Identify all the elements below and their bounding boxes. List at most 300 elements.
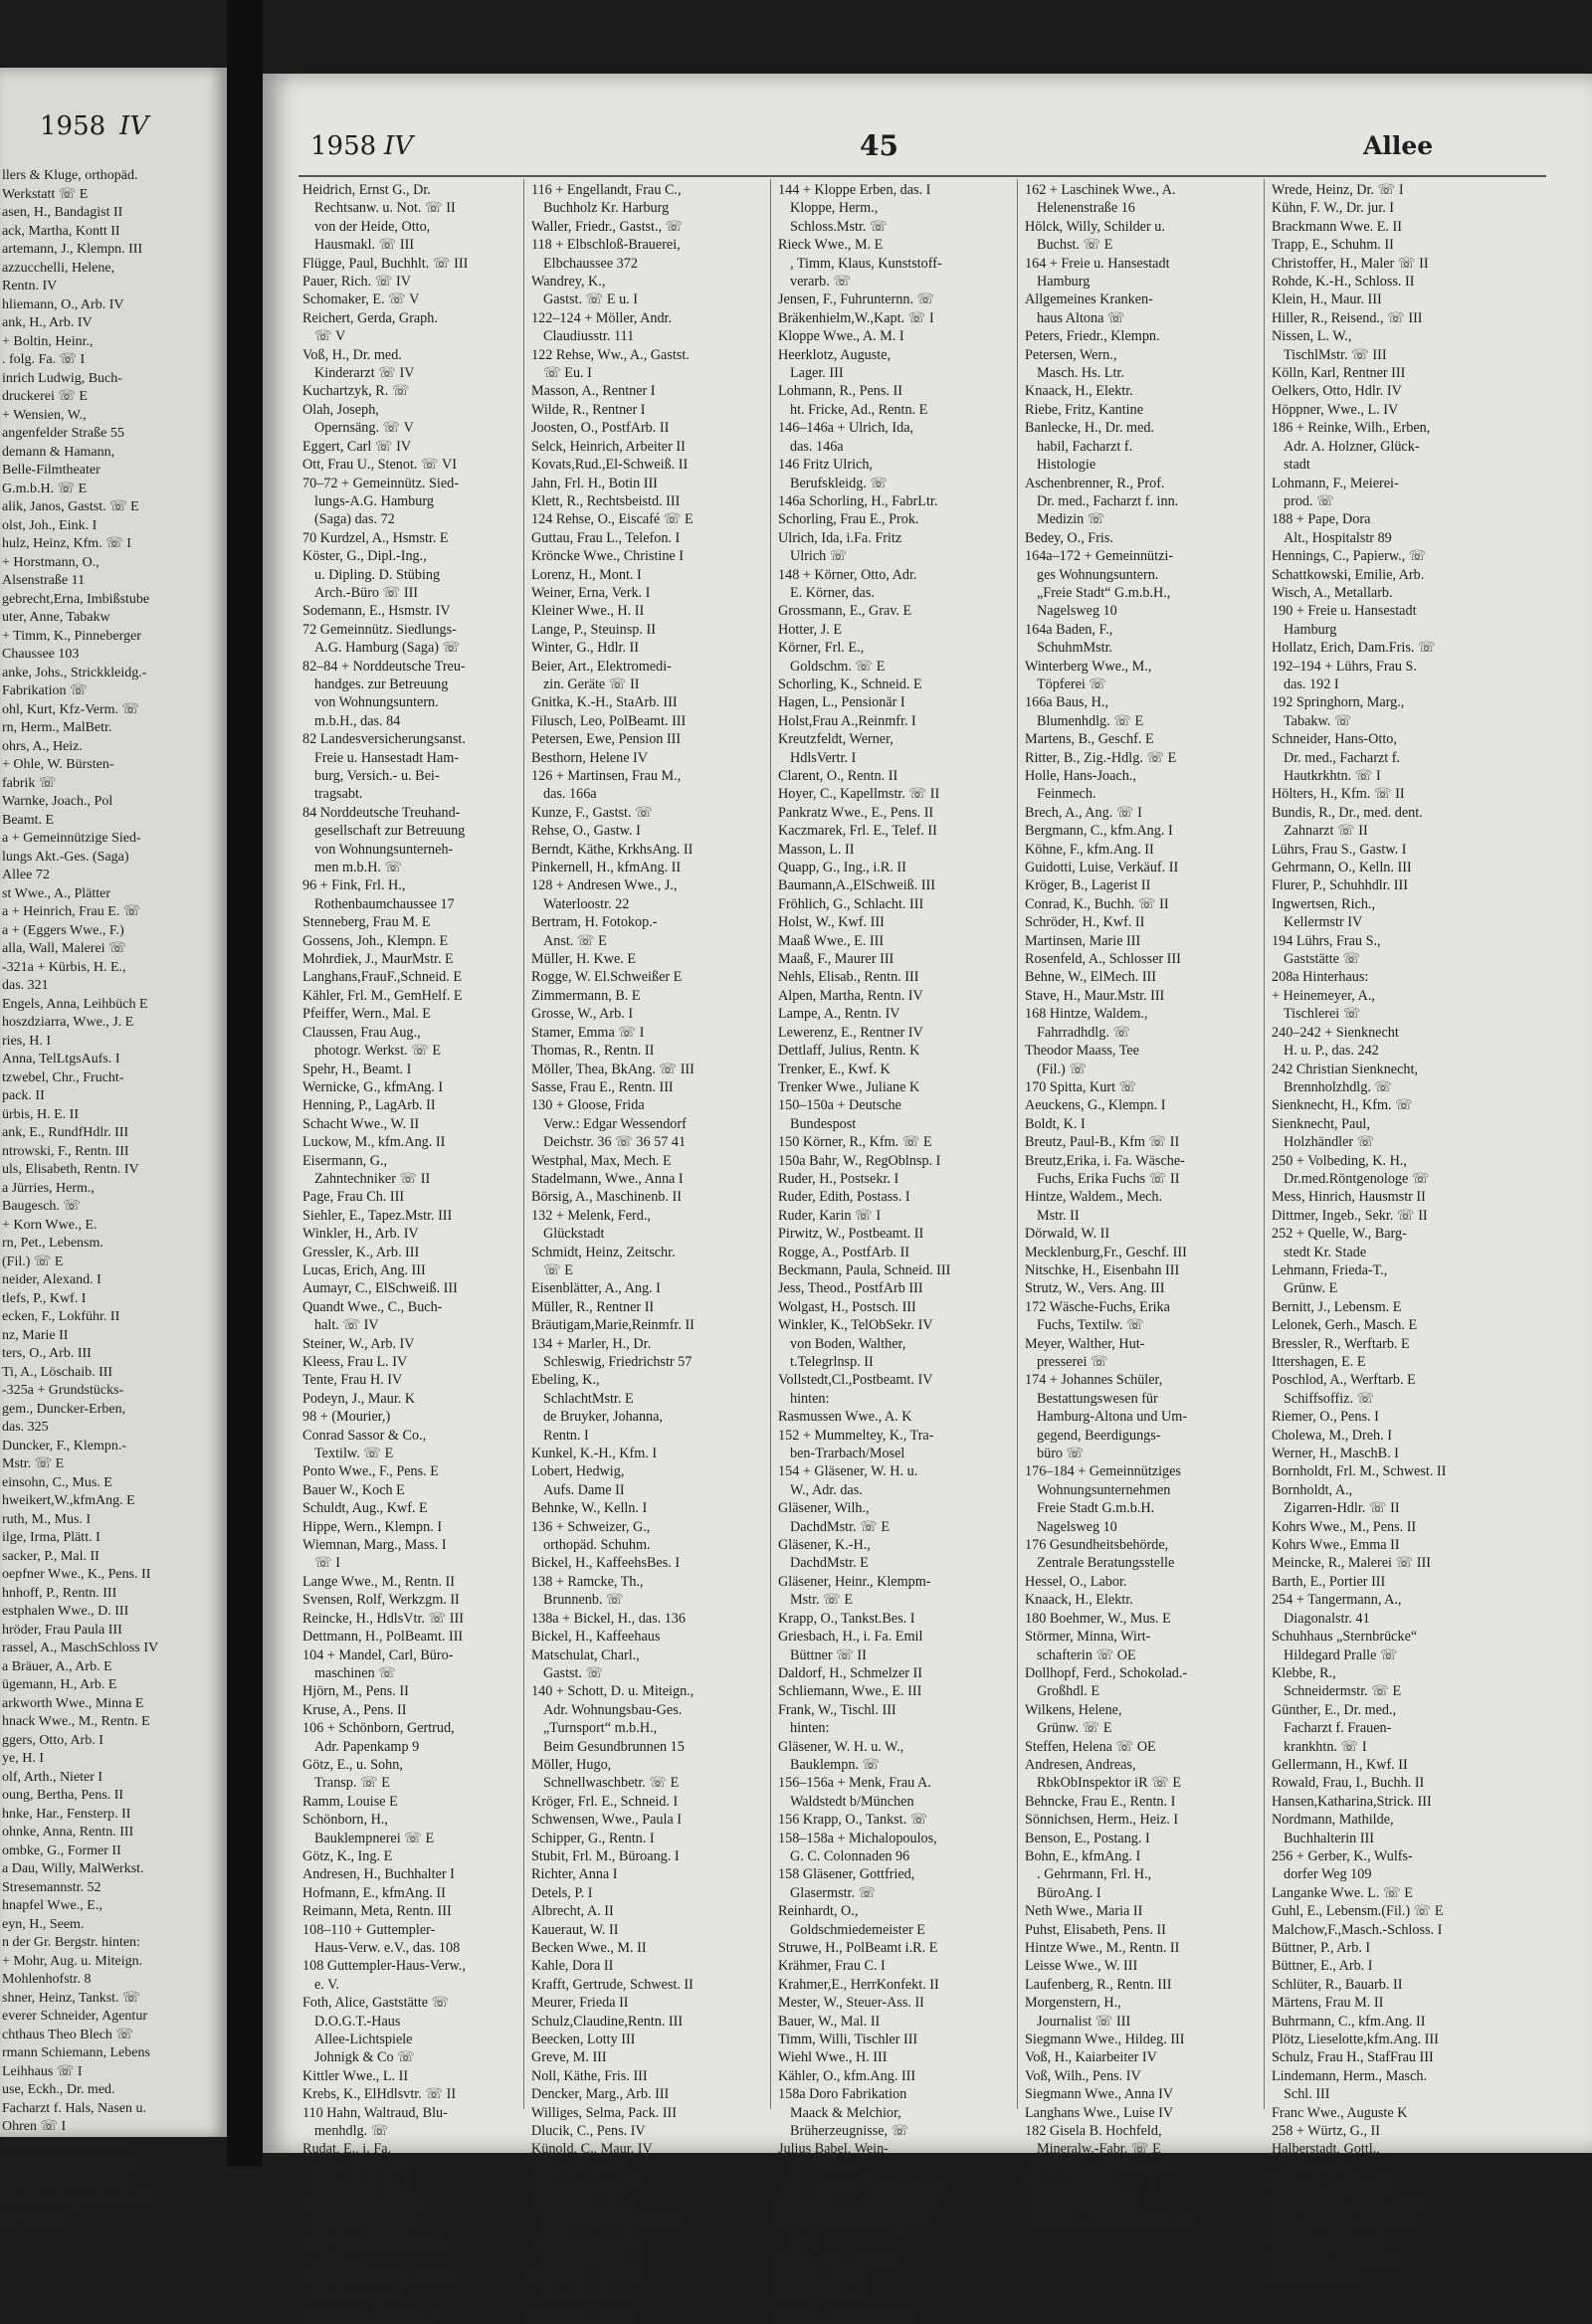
directory-entry: Bornholdt, A., <box>1272 1481 1353 1498</box>
directory-entry: Brunnenb. ☏ <box>543 1592 624 1609</box>
directory-entry: st Wwe., A., Plätter <box>2 885 111 901</box>
directory-entry: tlefs, P., Kwf. I <box>2 1290 87 1306</box>
directory-entry: Allgemeines Kranken- <box>1025 291 1153 308</box>
directory-entry: menhdlg. ☏ <box>314 2123 389 2140</box>
directory-entry: Weber, F., Schloss. E <box>1272 2178 1391 2195</box>
directory-entry: Fuchs, Erika Fuchs ☏ II <box>1037 1170 1180 1187</box>
directory-entry: gesellschaft zur Betreuung <box>314 823 466 840</box>
directory-entry: Puhst, Elisabeth, Pens. II <box>1025 1921 1166 1938</box>
directory-entry: Guidotti, Luise, Verkäuf. II <box>1025 860 1179 876</box>
directory-entry: Pinkernell, H., kfmAng. II <box>531 860 682 876</box>
directory-entry: Greve, M. III <box>531 2049 607 2066</box>
directory-entry: 98 + (Mourier,) <box>302 1409 391 1426</box>
directory-entry: W., Adr. das. <box>790 1481 863 1498</box>
directory-entry: a + Heinrich, Frau E. ☏ <box>2 904 141 919</box>
directory-entry: Rentn. I <box>543 1427 589 1444</box>
directory-entry: Wisch, A., Metallarb. <box>1272 584 1393 601</box>
directory-entry: Lager. III <box>790 365 844 382</box>
directory-entry: Rohde, K.-H., Schloss. II <box>1272 274 1415 290</box>
directory-entry: Brackmann Wwe. E. II <box>1272 218 1402 235</box>
directory-entry: 96 + Fink, Frl. H., <box>302 877 406 894</box>
directory-entry: Schmadalla, Lotte, Dr. jur., <box>302 2269 456 2286</box>
directory-entry: Conrad, K., Buchh. ☏ II <box>1025 895 1169 912</box>
directory-entry: habil, Facharzt f. <box>1037 438 1133 455</box>
directory-entry: Neth Wwe., Maria II <box>1025 1903 1143 1920</box>
directory-entry: 158 Gläsener, Gottfried, <box>778 1866 915 1883</box>
directory-entry: Aumayr, C., ElSchweiß. III <box>302 1280 458 1297</box>
directory-entry: Matschulat, Charl., <box>531 1646 640 1663</box>
directory-entry: + Korn Wwe., E. <box>2 1217 98 1233</box>
directory-entry: Griesbach, H., i. Fa. Emil <box>778 1629 923 1646</box>
directory-entry: Johnigk & Co ☏ <box>314 2049 415 2066</box>
directory-entry: ☏ E <box>790 2232 820 2249</box>
directory-entry: Sönnichsen, Herm., Heiz. I <box>1025 1812 1179 1829</box>
directory-entry: Wilde, R., Rentner I <box>531 401 646 418</box>
directory-entry: DachdMstr. ☏ E <box>790 1518 891 1535</box>
directory-entry: Lelonek, Gerh., Masch. E <box>1272 1317 1418 1334</box>
directory-entry: Köhne, F., kfm.Ang. II <box>1025 841 1154 858</box>
directory-entry: Götz, E., u. Sohn, <box>302 1756 403 1773</box>
directory-entry: hröder, Frau Paula III <box>2 1622 122 1638</box>
directory-entry: Westphal, Max, Mech. E <box>531 1152 672 1169</box>
directory-entry: Diagonalstr. 41 <box>1284 1610 1370 1627</box>
directory-entry: Müller, Elisab., Rentn. II <box>1272 2215 1413 2231</box>
directory-entry: Henning, P., LagArb. II <box>302 1097 436 1114</box>
directory-entry: Maaß, F., Maurer III <box>778 951 895 968</box>
directory-entry: Geschäftsstelle Altona <box>2 2174 127 2190</box>
page-year: 1958 <box>310 131 377 161</box>
directory-entry: Kölln, Karl, Rentner III <box>1272 365 1406 382</box>
directory-entry: stedt Kr. Stade <box>1284 1244 1367 1260</box>
directory-entry: Tischlerei ☏ <box>1284 1006 1361 1023</box>
directory-entry: 104 + Mandel, Carl, Büro- <box>302 1646 454 1663</box>
directory-entry: + Boltin, Heinr., <box>2 333 94 349</box>
directory-entry: + Timm, K., Pinneberger <box>2 628 141 644</box>
directory-entry: Voß, H., Dr. med. <box>302 346 402 363</box>
directory-entry: men m.b.H. ☏ <box>314 860 403 876</box>
directory-entry: ohrs, A., Heiz. <box>2 738 83 754</box>
directory-entry: ack, Martha, Kontt II <box>2 223 120 239</box>
directory-entry: Nissen, L. W., <box>1272 328 1352 345</box>
directory-entry: 82 Landesversicherungsanst. <box>302 731 466 748</box>
directory-entry: Mess, Hinrich, Hausmstr II <box>1272 1189 1426 1206</box>
directory-entry: rassel, A., MaschSchloss IV <box>2 1641 159 1655</box>
directory-entry: 72 Gemeinnütz. Siedlungs- <box>302 621 457 638</box>
directory-entry: Nordmann, Mathilde, <box>1272 1812 1394 1829</box>
directory-entry: Gläsener, Wilh., <box>778 1500 870 1517</box>
directory-entry: Kruse, A., Pens. II <box>302 1701 407 1718</box>
directory-entry: Beier, Art., Elektromedi- <box>531 658 672 675</box>
directory-entry: azzucchelli, Helene, <box>2 260 115 276</box>
directory-entry: Jess, Theod., PostfArb III <box>778 1280 923 1297</box>
directory-entry: Chaussee 103 <box>2 647 80 662</box>
directory-entry: ☏ II u. III <box>2 2211 64 2227</box>
directory-entry: lungs Akt.-Ges. (Saga) <box>2 849 129 865</box>
directory-entry: Krafft, Gertrude, Schwest. II <box>531 1976 694 1993</box>
directory-entry: SchuhmMstr. <box>1037 640 1113 657</box>
directory-entry: Gläsener, K.-H., <box>778 1537 871 1554</box>
directory-entry: Morgenstern, H., <box>1025 1995 1121 2012</box>
directory-entry: Hansen,Katharina,Strick. III <box>1272 1793 1432 1810</box>
directory-entry: Lewerenz, E., Rentner IV <box>778 1024 923 1041</box>
directory-entry: Wrede, E., Bäck. ☏ E <box>1025 2178 1154 2195</box>
directory-entry: Schattkowski, Emilie, Arb. <box>1272 566 1425 583</box>
directory-entry: Bauklempn. ☏ <box>790 1756 881 1773</box>
directory-entry: Götz, K., Ing. E <box>302 1847 393 1864</box>
directory-entry: 164 + Freie u. Hansestadt <box>1025 255 1170 272</box>
directory-entry: Schiffsoffiz. ☏ <box>1284 1390 1375 1407</box>
directory-entry: Blumenhdlg. ☏ E <box>1037 712 1144 729</box>
directory-entry: a Dau, Willy, MalWerkst. <box>2 1861 144 1876</box>
directory-entry: Albrecht, A. II <box>531 1903 614 1920</box>
directory-entry: Kröncke Wwe., Christine I <box>531 548 685 565</box>
directory-entry: Kellermstr IV <box>1284 914 1363 931</box>
directory-entry: 84 Norddeutsche Treuhand- <box>302 804 461 821</box>
directory-entry: Rosenfeld, A., Schlosser III <box>1025 951 1181 968</box>
directory-entry: 148 + Körner, Otto, Adr. <box>778 566 917 583</box>
directory-entry: Engels, Anna, Leihbüch E <box>2 996 148 1012</box>
directory-entry: Schlüter, R., Bauarb. II <box>1272 1976 1403 1993</box>
directory-entry: Schleswig, Friedrichstr 57 <box>543 1354 693 1370</box>
directory-entry: Klebbe, R., <box>1272 1664 1336 1681</box>
directory-entry: Bickel, H., KaffeehsBes. I <box>531 1555 681 1572</box>
directory-entry: Schröder, H., Kwf. II <box>1025 914 1145 931</box>
directory-entry: Aufs. Dame II <box>543 1481 625 1498</box>
directory-entry: Gressler, K., Arb. III <box>302 1244 420 1260</box>
directory-entry: Waller, Friedr., Gastst., ☏ <box>531 218 684 235</box>
directory-entry: Fuchs, Textilw. ☏ <box>1037 1317 1144 1334</box>
directory-entry: Hamburg-Altona und Um- <box>1037 1409 1188 1426</box>
directory-entry: sacker, P., Mal. II <box>2 1548 100 1564</box>
directory-entry: Rehse, O., Gastw. I <box>531 823 641 840</box>
directory-entry: Lohmann, R., Pens. II <box>778 383 902 400</box>
directory-entry: dorfer Weg 109 <box>1284 1866 1372 1883</box>
directory-entry: Beecken, Lotty III <box>531 2032 636 2048</box>
directory-entry: Bundespost <box>790 1115 857 1132</box>
directory-entry: 142a Nissen, L. W., <box>531 2232 643 2249</box>
directory-entry: Williges, Selma, Pack. III <box>531 2104 677 2121</box>
directory-entry: ters, O., Arb. III <box>2 1346 92 1361</box>
directory-entry: + Wensien, W., <box>2 407 87 423</box>
directory-entry: 106 + Schönborn, Gertrud, <box>302 1720 455 1737</box>
directory-entry: Poschlod, A., Werftarb. E <box>1272 1372 1416 1389</box>
left-page-year: 1958 <box>40 111 106 141</box>
directory-entry: Clarent, O., Rentn. II <box>778 768 898 784</box>
directory-entry: Bohn, E., kfmAng. I <box>1025 1847 1141 1864</box>
directory-entry: 146–146a + Ulrich, Ida, <box>778 420 914 437</box>
directory-entry: Schloss.Mstr. ☏ <box>790 218 888 235</box>
directory-entry: 150–150a + Deutsche <box>778 1097 901 1114</box>
directory-entry: Schulz, Frau H., StafFrau III <box>1272 2049 1434 2066</box>
directory-entry: Baumann,A.,ElSchweiß. III <box>778 877 935 894</box>
directory-entry: gegend, Beerdigungs- <box>1037 1427 1161 1444</box>
directory-entry: Höppner, Wwe., L. IV <box>1272 401 1399 418</box>
directory-entry: Sienknecht, Paul, <box>1272 1115 1370 1132</box>
directory-entry: Bergmann, C., kfm.Ang. I <box>1025 823 1173 840</box>
directory-entry: Wolf, R., Schloss. II <box>1272 2232 1387 2249</box>
directory-entry: Petersen, Ewe, Pension III <box>531 731 682 748</box>
directory-entry: Berndt, Käthe, KrkhsAng. II <box>531 841 694 858</box>
directory-entry: Journalist ☏ III <box>1037 2013 1131 2030</box>
directory-entry: Rasmussen Wwe., A. K <box>778 1409 912 1426</box>
directory-entry: Martinsen, Marie III <box>1025 932 1141 949</box>
directory-entry: Büttner, P., Arb. I <box>1272 1940 1371 1956</box>
directory-entry: Alt., Hospitalstr 89 <box>1284 529 1392 546</box>
directory-entry: Bräutigam,Marie,Reinmfr. II <box>531 1317 695 1334</box>
directory-entry: Rieck Wwe., M. E <box>778 237 884 254</box>
directory-entry: Schulz,Claudine,Rentn. III <box>531 2013 684 2030</box>
directory-entry: Winterberg Wwe., M., <box>1025 658 1152 675</box>
directory-entry: Lange Wwe., M., Rentn. II <box>302 1573 456 1590</box>
directory-entry: Besthorn, Helene IV <box>531 749 649 766</box>
directory-entry: Cholewa, M., Dreh. I <box>1272 1427 1392 1444</box>
directory-entry: llers & Kluge, orthopäd. <box>2 168 138 183</box>
directory-entry: Masch. Hs. Ltr. <box>1037 365 1124 382</box>
directory-entry: verarb. ☏ <box>790 274 852 290</box>
directory-entry: HdlsVertr. I <box>790 749 857 766</box>
directory-entry: 132 + Melenk, Ferd., <box>531 1207 651 1224</box>
directory-entry: stadt <box>1284 457 1310 474</box>
directory-entry: Gaststätte ☏ <box>1284 951 1361 968</box>
directory-entry: Flügge, Paul, Buchhlt. ☏ III <box>302 255 469 272</box>
directory-entry: olst, Joh., Eink. I <box>2 517 98 533</box>
directory-entry: Aschenbrenner, R., Prof. <box>1025 475 1165 491</box>
directory-entry: 82–84 + Norddeutsche Treu- <box>302 658 466 675</box>
directory-entry: Winkler, H., Arb. IV <box>302 1226 419 1243</box>
directory-entry: Reichert, Gerda, Graph. <box>302 309 438 326</box>
directory-entry: Leihhaus ☏ I <box>2 2063 83 2079</box>
directory-page <box>263 74 1592 2323</box>
directory-entry: Winkler, K., TelObSekr. IV <box>778 1317 933 1334</box>
directory-entry: Behnke, W., Kelln. I <box>531 1500 648 1517</box>
directory-entry: orthopäd. Schuhm. <box>543 1537 651 1554</box>
directory-entry: Holzhändler ☏ <box>1284 1134 1375 1151</box>
directory-entry: Büttner, E., Arb. I <box>1272 1958 1373 1975</box>
directory-entry: Breutz, Paul-B., Kfm ☏ II <box>1025 1134 1180 1151</box>
directory-entry: Lindemann, Herm., Masch. <box>1272 2067 1428 2084</box>
directory-entry: Mohlenhofstr. 8 <box>2 1972 92 1987</box>
directory-entry: Peters, Karl, Elektr. I <box>778 2250 897 2267</box>
directory-entry: Riebe, Fritz, Kantine <box>1025 401 1143 418</box>
directory-entry: ombke, G., Former II <box>2 1842 121 1858</box>
directory-entry: 176 Gesundheitsbehörde, <box>1025 1537 1169 1554</box>
directory-entry: Bundis, R., Dr., med. dent. <box>1272 804 1423 821</box>
directory-entry: Foth, Alice, Gaststätte ☏ <box>302 1995 450 2012</box>
directory-entry: de Bruyker, Johanna, <box>543 1409 663 1426</box>
directory-entry: Beckmann, Paula, Schneid. III <box>778 1261 951 1278</box>
directory-entry: ☏ I <box>314 1555 341 1572</box>
directory-entry: halt. ☏ IV <box>314 1317 379 1334</box>
directory-entry: handges. zur Betreuung <box>314 676 449 692</box>
directory-entry: Sienknecht, H., Kfm. ☏ <box>1272 1097 1413 1114</box>
directory-entry: Glasermstr. ☏ <box>790 1884 877 1901</box>
directory-entry: Helenenstraße 16 <box>1037 200 1135 217</box>
directory-entry: Masson, L. II <box>778 841 855 858</box>
directory-entry: Hintze, Waldem., Mech. <box>1025 1189 1163 1206</box>
directory-entry: Kittler Wwe., L. II <box>302 2067 409 2084</box>
directory-entry: Spehr, H., Beamt. I <box>302 1061 412 1077</box>
directory-entry: Bressler, R., Werftarb. E <box>1272 1335 1410 1352</box>
directory-entry: Noll, Käthe, Fris. III <box>531 2067 648 2084</box>
directory-entry: E. Körner, das. <box>790 584 875 601</box>
directory-entry: Ulrich ☏ <box>790 548 848 565</box>
column-divider <box>770 179 771 2109</box>
directory-entry: Heerklotz, Auguste, <box>778 346 892 363</box>
directory-entry: Ruder, H., Postsekr. I <box>778 1170 899 1187</box>
directory-entry: Rogge, W. El.Schweißer E <box>531 969 683 986</box>
directory-entry: Holle, Hans-Joach., <box>1025 768 1136 784</box>
directory-entry: Meyer, Walther, Hut- <box>1025 1335 1145 1352</box>
directory-entry: Daldorf, H., Schmelzer II <box>778 1664 922 1681</box>
directory-entry: 138 + Ramcke, Th., <box>531 1573 644 1590</box>
directory-entry: Schneidermstr. ☏ E <box>1284 1683 1402 1700</box>
directory-column-1 <box>302 181 511 2324</box>
directory-entry: 108 Guttempler-Haus-Verw., <box>302 1958 466 1975</box>
directory-entry: Aeuckens, G., Klempn. I <box>1025 1097 1166 1114</box>
directory-entry: einsohn, C., Mus. E <box>2 1474 112 1490</box>
directory-entry: ürbis, H. E. II <box>2 1106 79 1122</box>
directory-entry: Mecklenburg,Fr., Geschf. III <box>1025 1244 1187 1260</box>
directory-entry: Möller, Thea, BkAng. ☏ III <box>531 1061 695 1077</box>
directory-entry: Lucas, Erich, Ang. III <box>302 1261 426 1278</box>
directory-entry: Becken Wwe., M. II <box>531 1940 647 1956</box>
directory-entry: Nehls, Elisab., Rentn. III <box>778 969 919 986</box>
directory-entry: Hennings, C., Papierw., ☏ <box>1272 548 1427 565</box>
directory-entry: Rechtsanw., ☏ <box>314 2287 404 2304</box>
directory-entry: Kohrs Wwe., M., Pens. II <box>1272 1518 1417 1535</box>
directory-entry: Podeyn, J., Maur. K <box>302 1390 416 1407</box>
directory-entry: Trenker Wwe., Juliane K <box>778 1078 920 1095</box>
directory-entry: Werner, H., MaschB. I <box>1272 1446 1399 1462</box>
directory-entry: burg, Versich.- u. Bei- <box>314 768 440 784</box>
directory-entry: Krahmer,E., HerrKonfekt. II <box>778 1976 939 1993</box>
directory-entry: Zahnarzt ☏ II <box>1284 823 1368 840</box>
directory-entry: ht. Fricke, Ad., Rentn. E <box>790 401 928 418</box>
directory-entry: maschinen ☏ <box>314 1664 396 1681</box>
directory-entry: 136 + Schweizer, G., <box>531 1518 651 1535</box>
directory-entry: Dettmann, H., PolBeamt. III <box>302 1629 464 1646</box>
directory-entry: 124 Rehse, O., Eiscafé ☏ E <box>531 511 694 528</box>
directory-entry: Bunzen, Saida I <box>778 2269 869 2286</box>
directory-entry: Feinmech. <box>1037 786 1096 803</box>
directory-entry: Luckow, M., kfm.Ang. II <box>302 1134 446 1151</box>
directory-entry: Haus-Verw. e.V., das. 108 <box>314 1940 461 1956</box>
directory-entry: fabrik ☏ <box>2 775 57 791</box>
directory-entry: Waterloostr. 22 <box>543 895 630 912</box>
directory-entry: Reinhardt, O., <box>778 1903 859 1920</box>
directory-entry: Selck, Heinrich, Arbeiter II <box>531 438 686 455</box>
directory-entry: Kähler, Frl. M., GemHelf. E <box>302 987 463 1004</box>
directory-entry: 70 Kurdzel, A., Hsmstr. E <box>302 529 449 546</box>
directory-entry: Eisenblätter, A., Ang. I <box>531 1280 661 1297</box>
directory-entry: Hoyer, C., Kapellmstr. ☏ II <box>778 786 940 803</box>
directory-entry: anke, Johs., Strickkleidg.- <box>2 665 147 680</box>
directory-entry: Andresen, H., Buchhalter I <box>302 1866 455 1883</box>
directory-entry: D.O.G.T.-Haus <box>314 2013 401 2030</box>
directory-entry: Hoffmann, Elsbeth, <box>531 2269 643 2286</box>
directory-entry: Hotter, J. E <box>778 621 843 638</box>
directory-entry: (Saga) das. 72 <box>314 511 395 528</box>
directory-entry: Knaack, H., Elektr. <box>1025 1592 1133 1609</box>
directory-entry: Boldt, K. I <box>1025 1115 1086 1132</box>
directory-entry: Lohmann, F., Meierei- <box>1272 475 1399 491</box>
directory-entry: Breutz,Erika, i. Fa. Wäsche- <box>1025 1152 1185 1169</box>
directory-entry: Nagelsweg 10 <box>1037 1518 1117 1535</box>
directory-entry: Medizin ☏ <box>1037 511 1105 528</box>
directory-entry: 112 + Hansson & Co., <box>302 2196 429 2213</box>
directory-entry: Dr.med.Röntgenologe ☏ <box>1284 1170 1430 1187</box>
directory-entry: Hippe, Wern., Klempn. I <box>302 1518 443 1535</box>
directory-entry: . folg. Fa. ☏ I <box>2 352 86 367</box>
directory-entry: Maack & Melchior, <box>790 2104 901 2121</box>
directory-entry: Buchst. ☏ E <box>1037 237 1113 254</box>
directory-entry: Stamer, Emma ☏ I <box>531 1024 645 1041</box>
directory-column-3 <box>778 181 987 2324</box>
directory-entry: Hamburg <box>1037 274 1091 290</box>
directory-entry: Kreutzfeldt, Werner, <box>778 731 894 748</box>
directory-entry: Vollstedt,Cl.,Postbeamt. IV <box>778 1372 933 1389</box>
directory-entry: Krähmer, Frau C. I <box>778 1958 886 1975</box>
directory-entry: Kaueraut, W. II <box>531 1921 619 1938</box>
directory-entry: Fabrikation ☏ <box>2 683 88 698</box>
directory-entry: Elbchaussee 372 <box>543 255 638 272</box>
directory-entry: Kunze, F., Gastst. ☏ <box>531 804 653 821</box>
directory-entry: oung, Bertha, Pens. II <box>2 1788 124 1803</box>
directory-entry: 160 + Bunzen Wwe., S., das. <box>778 2178 942 2195</box>
directory-entry: Textilw. ☏ E <box>314 1446 394 1462</box>
directory-entry: Wilkens, Helene, <box>1025 1701 1122 1718</box>
directory-entry: 252 + Quelle, W., Barg- <box>1272 1226 1407 1243</box>
directory-entry: Klett, R., Rechtsbeistd. III <box>531 492 681 509</box>
directory-entry: das. 321 <box>2 978 49 993</box>
page-volume: IV <box>384 131 414 161</box>
directory-entry: hulz, Heinz, Kfm. ☏ I <box>2 536 131 551</box>
directory-entry: „Turnsport“ m.b.H., <box>543 1720 658 1737</box>
directory-entry: Zigarren-Hdlr. ☏ II <box>1284 1500 1400 1517</box>
directory-entry: Hollatz, Erich, Dam.Fris. ☏ <box>1272 640 1436 657</box>
directory-entry: ries, H. I <box>2 1033 51 1049</box>
directory-entry: 144 + Kloppe Erben, das. I <box>778 182 931 198</box>
directory-entry: estphalen Wwe., D. III <box>2 1604 129 1619</box>
directory-entry: 256 + Gerber, K., Wulfs- <box>1272 1847 1413 1864</box>
directory-entry: Brüherzeugnisse, ☏ <box>790 2123 909 2140</box>
page-number: 45 <box>860 129 898 162</box>
directory-entry: Weiner, Erna, Verk. I <box>531 584 651 601</box>
directory-entry: 142–142a + Adler, <box>531 2196 637 2213</box>
directory-entry: Dr. med., Facharzt f. inn. <box>1037 492 1179 509</box>
directory-entry: ank, H., Arb. IV <box>2 315 93 330</box>
directory-entry: Wiemnan, Marg., Mass. I <box>302 1537 447 1554</box>
directory-entry: Page, Frau Ch. III <box>302 1189 405 1206</box>
directory-entry: Grünw. ☏ E <box>1037 1720 1112 1737</box>
directory-entry: Störmer, Minna, Wirt- <box>1025 1629 1151 1646</box>
directory-entry: Brennholzhdlg. ☏ <box>1284 1078 1393 1095</box>
directory-entry: Waldstedt b/München <box>790 1793 914 1810</box>
directory-entry: Freie u. Hansestadt Ham- <box>314 749 459 766</box>
directory-entry: Schwensen, Wwe., Paula I <box>531 1812 683 1829</box>
directory-entry: 242 Christian Sienknecht, <box>1272 1061 1418 1077</box>
directory-entry: olf, Arth., Nieter I <box>2 1769 103 1785</box>
directory-entry: Bräkenhielm,W.,Kapt. ☏ I <box>778 309 934 326</box>
directory-entry: Mohrdiek, J., MaurMstr. E <box>302 951 454 968</box>
directory-entry: Guttau, Frau L., Telefon. I <box>531 529 681 546</box>
directory-entry: Baugesch. ☏ <box>2 1199 81 1214</box>
directory-entry: 164a–172 + Gemeinnützi- <box>1025 548 1174 565</box>
directory-entry: 168 Hintze, Waldem., <box>1025 1006 1148 1023</box>
directory-entry: Buchholz Kr. Harburg <box>543 200 670 217</box>
directory-entry: Oelkers, Otto, Hdlr. IV <box>1272 383 1402 400</box>
directory-entry: Reimann, Meta, Rentn. III <box>302 1903 452 1920</box>
